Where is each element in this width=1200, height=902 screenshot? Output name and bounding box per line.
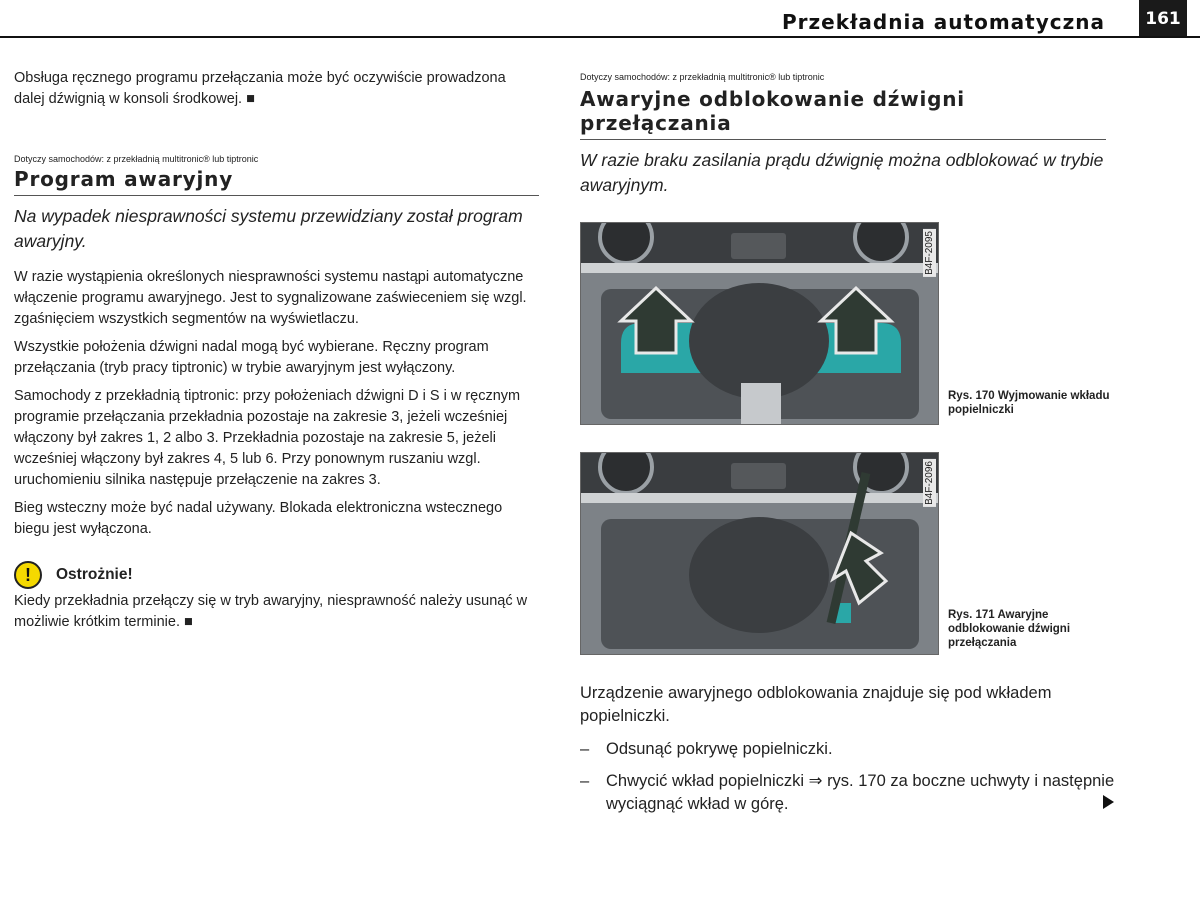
step-1-marker: – [580,740,590,758]
section-rule [14,195,539,196]
page-header-title: Przekładnia automatyczna [781,10,1105,34]
intro-paragraph: Obsługa ręcznego programu przełączania może być oczywiście prowadzona dalej dźwignią w konsoli środkowej. ■ [14,70,506,107]
step-1-text: Odsunąć pokrywę popielniczki. [606,740,833,758]
header-divider [0,36,1200,38]
applies-note: Dotyczy samochodów: z przekładnią multitronic® lub tiptronic [14,154,259,164]
page-number: 161 [1139,0,1187,37]
figure-171-illustration [581,453,938,654]
figure-170-illustration [581,223,938,424]
figure-171-emergency-release [580,452,939,655]
caution-header [14,561,539,589]
caution-text: Kiedy przekładnia przełączy się w tryb awaryjny, niesprawność należy usunąć w możliwie krótkim terminie. ■ [14,593,528,630]
figure-170-caption: Rys. 170 Wyjmowanie wkładu popielniczki [948,390,1110,416]
section-intro-right: W razie braku zasilania prądu dźwignię można odblokować w trybie awaryjnym. [580,150,1104,195]
section-intro: Na wypadek niesprawności systemu przewidziany został program awaryjny. [14,206,523,251]
section-rule-right [580,139,1106,140]
applies-note-right: Dotyczy samochodów: z przekładnią multitronic® lub tiptronic [580,72,825,82]
step-2-marker: – [580,772,590,790]
paragraph-release-location: Urządzenie awaryjnego odblokowania znajduje się pod wkładem popielniczki. [580,684,1052,725]
paragraph-4: Bieg wsteczny może być nadal używany. Blokada elektroniczna wstecznego biegu jest wyłączona. [14,500,503,537]
figure-170-code: B4F-2095 [924,231,935,275]
continue-arrow-icon [1103,795,1114,809]
paragraph-2: Wszystkie położenia dźwigni nadal mogą być wybierane. Ręczny program przełączania (tryb pracy tiptronic) w trybie awaryjnym jest wyłączony. [14,339,489,376]
section-title-emergency-release: Awaryjne odblokowanie dźwigni przełączania [580,87,965,135]
paragraph-3: Samochody z przekładnią tiptronic: przy położeniach dźwigni D i S i w ręcznym programie przełączania przekładnia pozostaje na zakresie 3, jeżeli wcześniej włączony był zakres 1, 2 albo 3. Przekładnia pozostaje na zakresie 5, jeżeli wcześniej włączony był zakres 4, 5 lub 6. Przy ponownym ruszaniu wzgl. uruchomieniu silnika następuje przełączenie na zakres 3. [14,388,521,488]
figure-170-ashtray-removal [580,222,939,425]
figure-171-code: B4F-2096 [924,461,935,505]
step-2 [580,770,1126,816]
section-title-emergency-program: Program awaryjny [14,167,234,191]
right-column [580,72,1106,198]
left-column [14,68,539,633]
caution-title: Ostrożnie! [56,566,133,583]
step-1 [580,738,1100,761]
caution-icon: ! [14,561,42,589]
paragraph-1: W razie wystąpienia określonych niesprawności systemu nastąpi automatyczne włączenie programu awaryjnego. Jest to sygnalizowane zaświeceniem się wzgl. zgaśnięciem wszystkich segmentów na wyświetlaczu. [14,269,527,327]
step-2-text: Chwycić wkład popielniczki ⇒ rys. 170 za boczne uchwyty i następnie wyciągnąć wkład w górę. [606,772,1115,813]
figure-171-caption: Rys. 171 Awaryjne odblokowanie dźwigni przełączania [948,609,1071,649]
